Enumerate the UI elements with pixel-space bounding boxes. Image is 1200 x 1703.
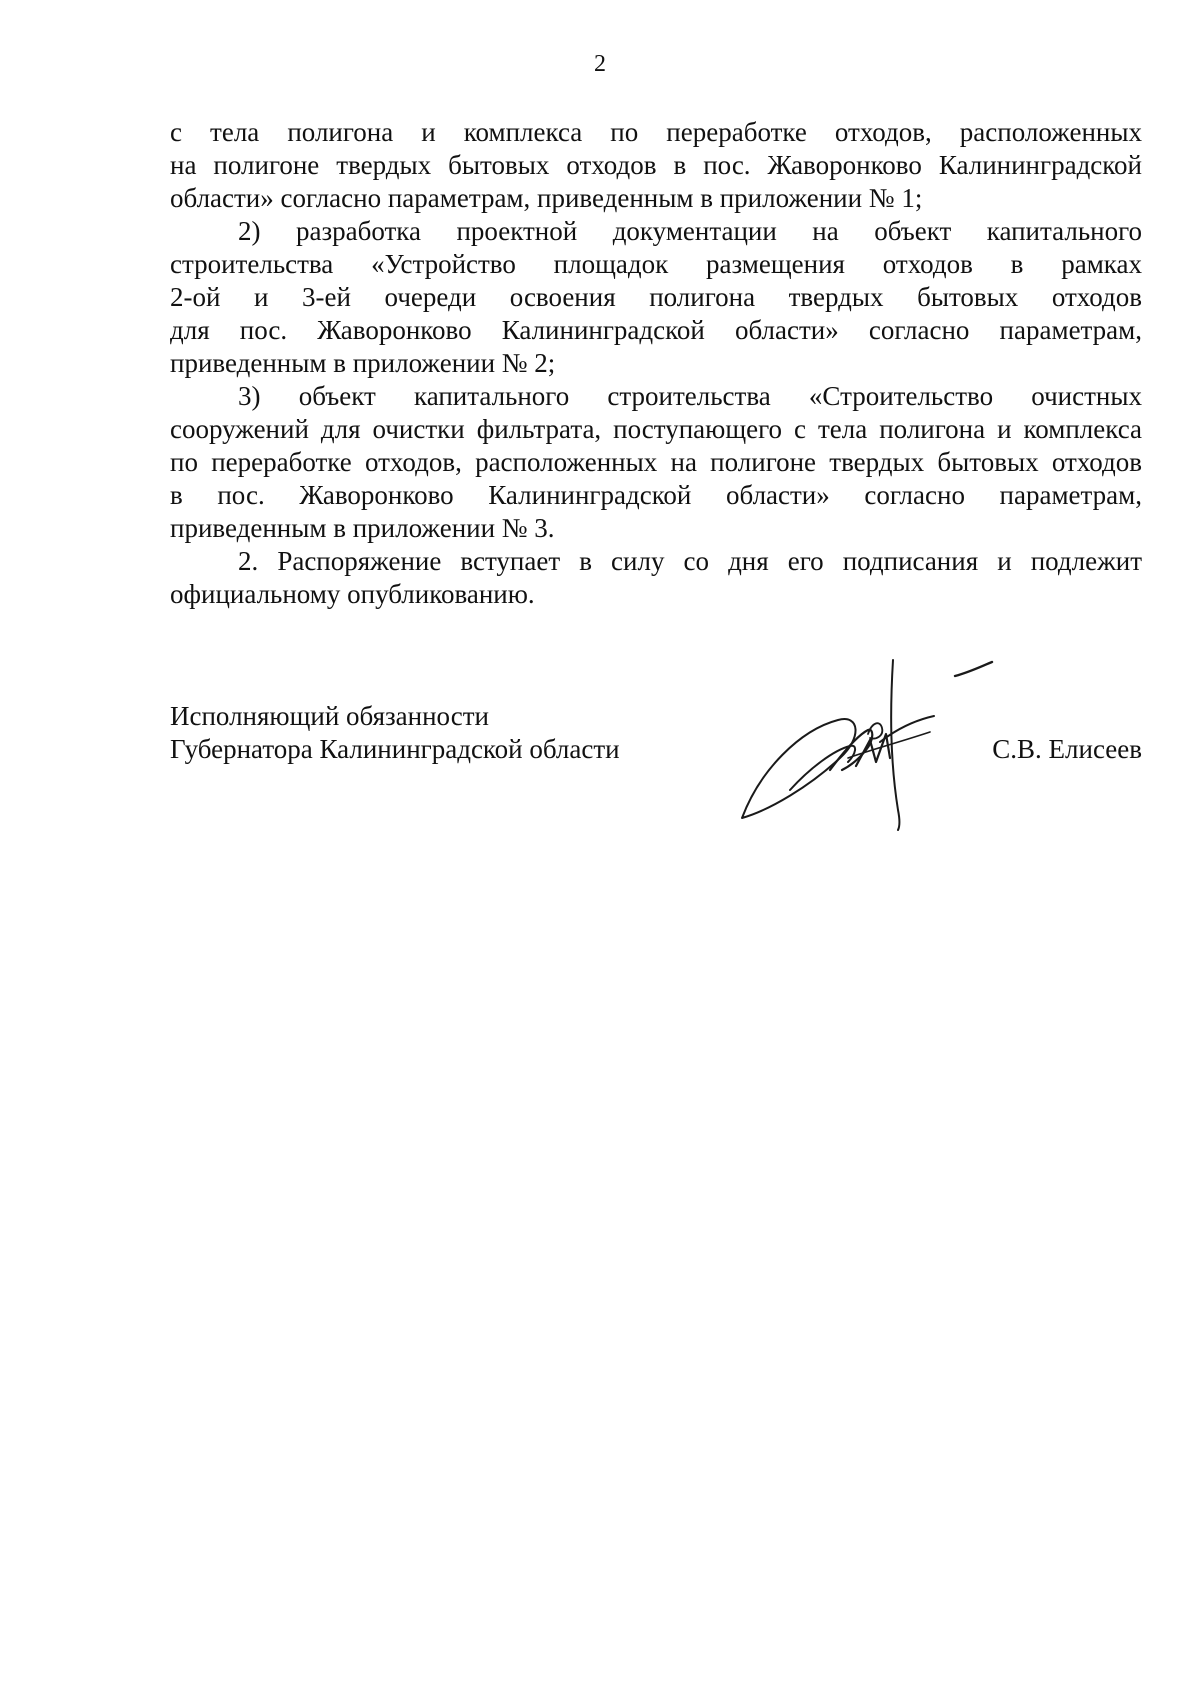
body-line: строительства «Устройство площадок размещения отходов в рамках [170, 249, 1142, 279]
body-line: по переработке отходов, расположенных на полигоне твердых бытовых отходов [170, 447, 1142, 477]
signer-name: С.В. Елисеев [992, 734, 1142, 764]
body-line: в пос. Жаворонково Калининградской области» согласно параметрам, [170, 480, 1142, 510]
page-number: 2 [594, 51, 606, 77]
body-line: области» согласно параметрам, приведенным в приложении № 1; [170, 183, 923, 213]
body-line: с тела полигона и комплекса по переработке отходов, расположенных [170, 117, 1142, 147]
signature-block [170, 700, 1142, 850]
body-line: приведенным в приложении № 3. [170, 513, 555, 543]
body-text [170, 116, 1142, 611]
handwritten-signature [730, 650, 1030, 850]
body-line: сооружений для очистки фильтрата, поступающего с тела полигона и комплекса [170, 414, 1142, 444]
position-line: Исполняющий обязанности [170, 701, 489, 731]
position-line: Губернатора Калининградской области [170, 734, 620, 764]
body-line: приведенным в приложении № 2; [170, 348, 556, 378]
body-line: официальному опубликованию. [170, 579, 535, 609]
body-line: 3) объект капитального строительства «Строительство очистных [238, 381, 1142, 411]
signatory-position [170, 700, 620, 766]
body-line: 2-ой и 3-ей очереди освоения полигона твердых бытовых отходов [170, 282, 1142, 312]
body-line: 2) разработка проектной документации на объект капитального [238, 216, 1142, 246]
body-line: для пос. Жаворонково Калининградской области» согласно параметрам, [170, 315, 1142, 345]
body-line: 2. Распоряжение вступает в силу со дня его подписания и подлежит [238, 546, 1142, 576]
body-line: на полигоне твердых бытовых отходов в пос. Жаворонково Калининградской [170, 150, 1142, 180]
